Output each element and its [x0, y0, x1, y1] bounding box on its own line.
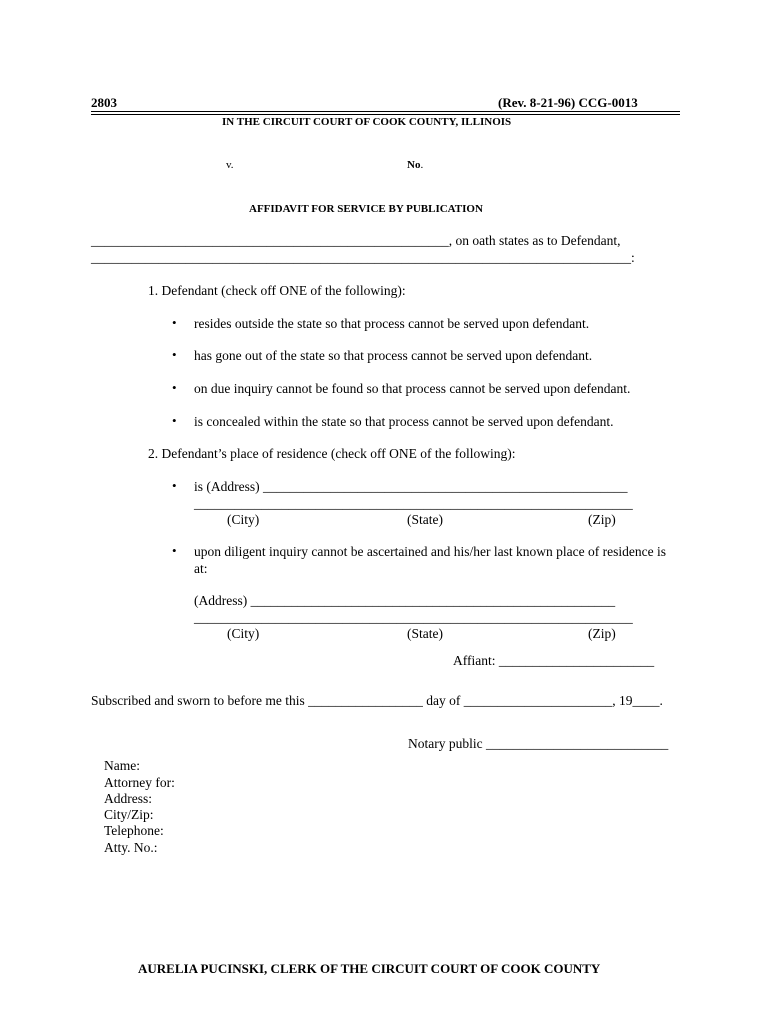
attorney-city-zip-label: City/Zip: [104, 807, 154, 822]
last-known-text-line-1: upon diligent inquiry cannot be ascertained and his/her last known place of residence is [194, 544, 666, 559]
last-known-state-label: (State) [407, 626, 443, 641]
oath-line-1: _____________________________________________________, on oath states as to Defendant, [91, 233, 621, 248]
attorney-number-label: Atty. No.: [104, 840, 158, 855]
header-rule-bottom [91, 114, 680, 115]
bullet-icon: • [172, 478, 177, 493]
item-1-option-2: has gone out of the state so that process cannot be served upon defendant. [194, 348, 593, 363]
last-known-zip-label: (Zip) [588, 626, 616, 641]
attorney-name-label: Name: [104, 758, 140, 773]
residence-state-label: (State) [407, 512, 443, 527]
bullet-icon: • [172, 543, 177, 558]
bullet-icon: • [172, 315, 177, 330]
last-known-city-label: (City) [227, 626, 260, 641]
residence-address-line: is (Address) ______________________________________________________ [194, 479, 628, 494]
clerk-footer: AURELIA PUCINSKI, CLERK OF THE CIRCUIT COURT OF COOK COUNTY [138, 961, 601, 976]
last-known-text-line-2: at: [194, 561, 208, 576]
case-number-period: . [420, 159, 424, 171]
document-title: AFFIDAVIT FOR SERVICE BY PUBLICATION [249, 203, 483, 215]
bullet-icon: • [172, 413, 177, 428]
item-1-heading: 1. Defendant (check off ONE of the following): [148, 283, 406, 298]
subscribed-sworn-line: Subscribed and sworn to before me this _________________ day of ______________________, 19____. [91, 693, 663, 708]
item-1-option-1: resides outside the state so that process cannot be served upon defendant. [194, 316, 590, 331]
case-number-text: No [407, 159, 421, 171]
bullet-icon: • [172, 347, 177, 362]
versus-label: v. [226, 159, 234, 171]
residence-city-label: (City) [227, 512, 260, 527]
court-title: IN THE CIRCUIT COURT OF COOK COUNTY, ILLINOIS [222, 116, 512, 128]
last-known-address-line: (Address) ______________________________________________________ [194, 593, 616, 608]
notary-public-line: Notary public ___________________________ [408, 736, 669, 751]
residence-zip-label: (Zip) [588, 512, 616, 527]
attorney-for-label: Attorney for: [104, 775, 175, 790]
last-known-address-underline: _________________________________________________________________ [194, 610, 633, 625]
item-1-option-3: on due inquiry cannot be found so that process cannot be served upon defendant. [194, 381, 631, 396]
revision-code: (Rev. 8-21-96) CCG-0013 [498, 95, 638, 110]
header-rule-top [91, 111, 680, 112]
residence-address-underline: _________________________________________________________________ [194, 496, 633, 511]
affiant-signature-line: Affiant: _______________________ [453, 653, 655, 668]
form-number: 2803 [91, 95, 117, 110]
item-2-heading: 2. Defendant’s place of residence (check off ONE of the following): [148, 446, 516, 461]
attorney-address-label: Address: [104, 791, 152, 806]
attorney-telephone-label: Telephone: [104, 823, 164, 838]
bullet-icon: • [172, 380, 177, 395]
case-number-label [407, 159, 423, 171]
oath-line-2: ________________________________________________________________________________: [91, 250, 635, 265]
item-1-option-4: is concealed within the state so that process cannot be served upon defendant. [194, 414, 614, 429]
